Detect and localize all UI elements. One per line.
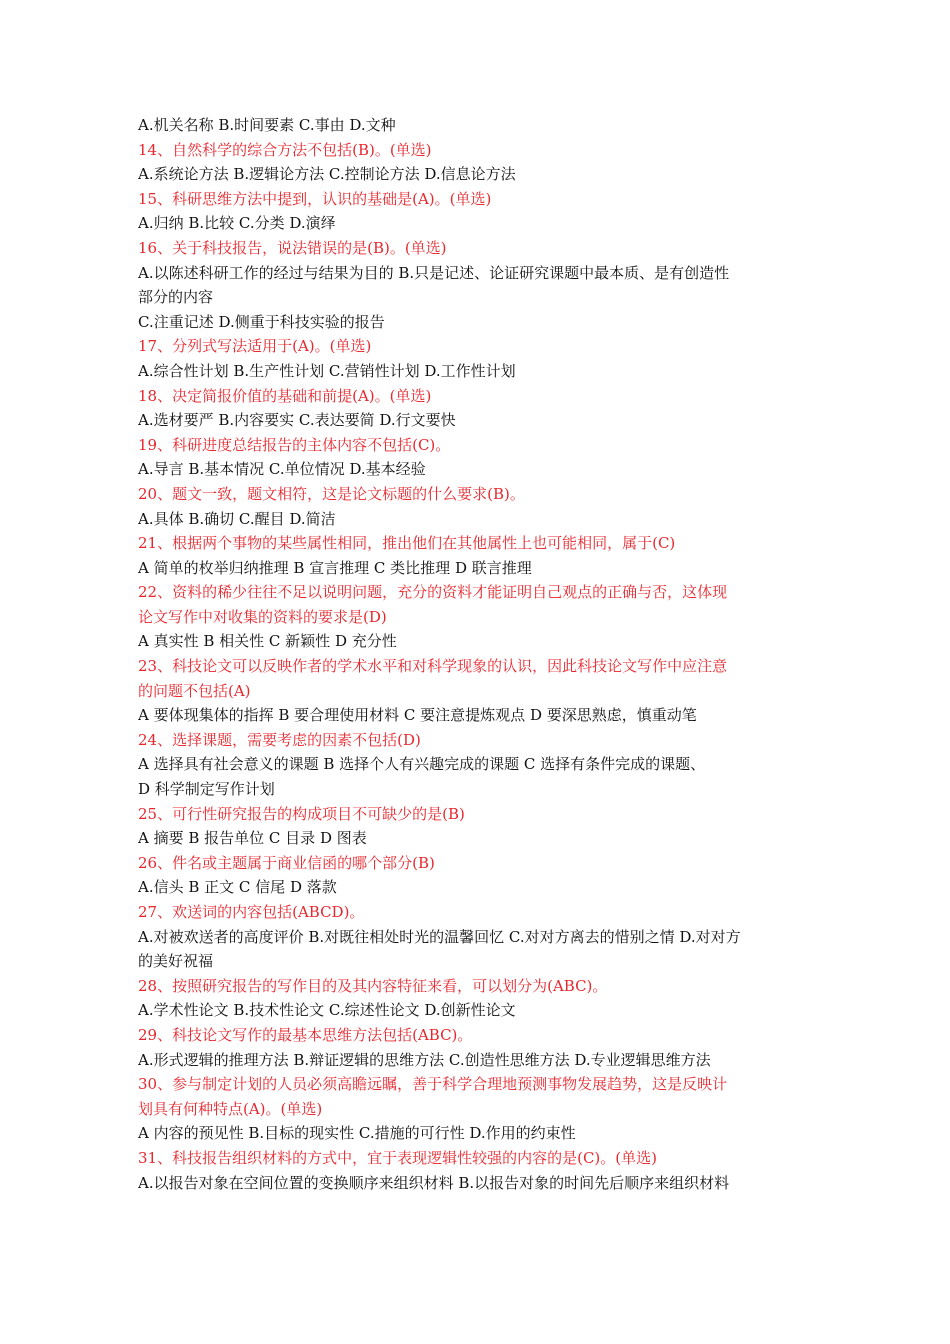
question-line: 的问题不包括(A) [138, 681, 251, 700]
question-line: 29、科技论文写作的最基本思维方法包括(ABC)。 [138, 1025, 473, 1044]
answer-options-line: A.以陈述科研工作的经过与结果为目的 B.只是记述、论证研究课题中最本质、是有创造性 [138, 263, 730, 282]
answer-options-line: A 简单的枚举归纳推理 B 宣言推理 C 类比推理 D 联言推理 [138, 558, 532, 577]
question-line: 28、按照研究报告的写作目的及其内容特征来看，可以划分为(ABC)。 [138, 976, 608, 995]
answer-options-line: C.注重记述 D.侧重于科技实验的报告 [138, 312, 385, 331]
answer-options-line: A.系统论方法 B.逻辑论方法 C.控制论方法 D.信息论方法 [138, 165, 516, 184]
question-line: 21、根据两个事物的某些属性相同，推出他们在其他属性上也可能相同，属于(C) [138, 534, 676, 553]
answer-options-line: A.选材要严 B.内容要实 C.表达要简 D.行文要快 [138, 411, 456, 430]
question-line: 27、欢送词的内容包括(ABCD)。 [138, 903, 365, 921]
question-line: 论文写作中对收集的资料的要求是(D) [138, 607, 387, 626]
answer-options-line: A.学术性论文 B.技术性论文 C.综述性论文 D.创新性论文 [138, 1001, 516, 1020]
answer-options-line: A 选择具有社会意义的课题 B 选择个人有兴趣完成的课题 C 选择有条件完成的课题、 [138, 755, 706, 774]
answer-options-line: A 摘要 B 报告单位 C 目录 D 图表 [138, 829, 367, 848]
answer-options-line: A.综合性计划 B.生产性计划 C.营销性计划 D.工作性计划 [138, 361, 516, 380]
question-line: 17、分列式写法适用于(A)。(单选) [138, 337, 372, 356]
question-line: 25、可行性研究报告的构成项目不可缺少的是(B) [138, 804, 465, 823]
answer-options-line: A.机关名称 B.时间要素 C.事由 D.文种 [138, 116, 396, 134]
question-line: 15、科研思维方法中提到，认识的基础是(A)。(单选) [138, 189, 492, 208]
answer-options-line: A.以报告对象在空间位置的变换顺序来组织材料 B.以报告对象的时间先后顺序来组织材料 [138, 1173, 730, 1192]
answer-options-line: A 真实性 B 相关性 C 新颖性 D 充分性 [138, 632, 397, 651]
answer-options-line: D 科学制定写作计划 [138, 780, 275, 799]
question-line: 22、资料的稀少往往不足以说明问题，充分的资料才能证明自己观点的正确与否，这体现 [138, 583, 728, 602]
question-line: 20、题文一致，题文相符，这是论文标题的什么要求(B)。 [138, 484, 525, 503]
answer-options-line: A.具体 B.确切 C.醒目 D.简洁 [138, 509, 336, 528]
answer-options-line: 的美好祝福 [138, 952, 214, 971]
question-line: 划具有何种特点(A)。(单选) [138, 1099, 323, 1118]
question-line: 19、科研进度总结报告的主体内容不包括(C)。 [138, 435, 451, 454]
question-line: 31、科技报告组织材料的方式中，宜于表现逻辑性较强的内容的是(C)。(单选) [138, 1148, 657, 1167]
answer-options-line: 部分的内容 [138, 288, 214, 307]
question-line: 26、件名或主题属于商业信函的哪个部分(B) [138, 853, 435, 872]
question-line: 14、自然科学的综合方法不包括(B)。(单选) [138, 140, 432, 159]
question-line: 18、决定简报价值的基础和前提(A)。(单选) [138, 386, 432, 405]
answer-options-line: A.归纳 B.比较 C.分类 D.演绎 [138, 214, 336, 233]
question-line: 30、参与制定计划的人员必须高瞻远瞩，善于科学合理地预测事物发展趋势，这是反映计 [138, 1075, 728, 1094]
answer-options-line: A.导言 B.基本情况 C.单位情况 D.基本经验 [138, 460, 426, 479]
answer-options-line: A 要体现集体的指挥 B 要合理使用材料 C 要注意提炼观点 D 要深思熟虑，慎重动笔 [138, 706, 697, 725]
question-line: 23、科技论文可以反映作者的学术水平和对科学现象的认识，因此科技论文写作中应注意 [138, 657, 728, 676]
answer-options-line: A.信头 B 正文 C 信尾 D 落款 [138, 878, 337, 897]
question-line: 24、选择课题，需要考虑的因素不包括(D) [138, 730, 421, 749]
answer-options-line: A 内容的预见性 B.目标的现实性 C.措施的可行性 D.作用的约束性 [138, 1124, 576, 1143]
question-line: 16、关于科技报告，说法错误的是(B)。(单选) [138, 238, 447, 257]
answer-options-line: A.形式逻辑的推理方法 B.辩证逻辑的思维方法 C.创造性思维方法 D.专业逻辑思维方法 [138, 1050, 711, 1069]
answer-options-line: A.对被欢送者的高度评价 B.对既往相处时光的温馨回忆 C.对对方离去的惜别之情 D.对对方 [138, 927, 741, 946]
document-page [138, 113, 818, 1195]
